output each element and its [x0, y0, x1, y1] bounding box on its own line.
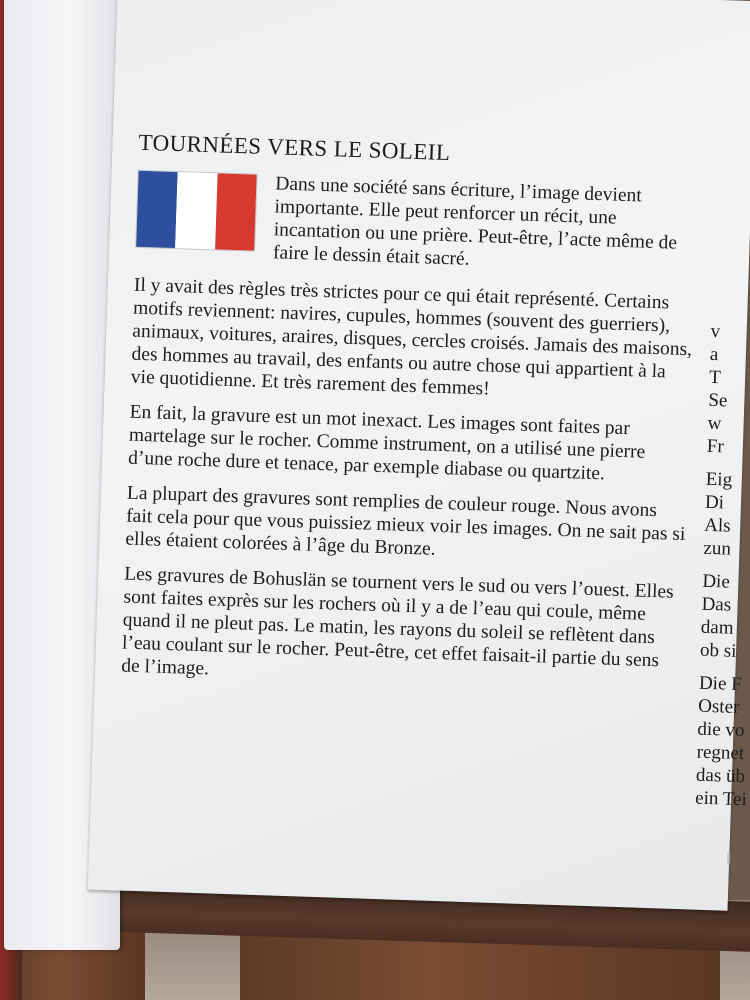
- german-line: das üb: [695, 764, 746, 788]
- german-line: Oster: [697, 695, 740, 718]
- paragraph-orientation: Les gravures de Bohuslän se tournent vers le sud ou vers l’ouest. Elles sont faites exprès sur les rochers où il y a de l’eau qui coule, même quand il ne pleut pas. Le matin, les rayons du soleil se reflètent dans l’eau coulant sur le rocher. Peut-être, cet effet faisait-il partie du sens de l’image.: [120, 563, 675, 680]
- french-flag-icon: [135, 170, 258, 252]
- german-line: dam: [700, 616, 734, 639]
- german-line: Se: [708, 389, 728, 412]
- flag-red-stripe: [215, 173, 257, 250]
- german-line: a: [709, 343, 719, 366]
- german-line: v: [710, 320, 721, 343]
- sign-text-block: [120, 131, 698, 708]
- paragraph-color: La plupart des gravures sont remplies de couleur rouge. Nous avons fait cela pour que vous puissiez mieux voir les images. On ne sait pas si elles étaient colorées à l’âge du Bronze.: [125, 482, 686, 560]
- paragraph-intro: Dans une société sans écriture, l’image devient importante. Elle peut renforcer un récit, une incantation ou une prière. Peut-être, l’acte même de faire le dessin était sacré.: [272, 173, 678, 270]
- german-text-column: [695, 320, 750, 814]
- paragraph-engraving: En fait, la gravure est un mot inexact. Les images sont faites par martelage sur le rocher. Comme instrument, on a utilisé une pierre d’une roche dure et tenace, par exemple diabase ou quartzite.: [127, 401, 646, 485]
- german-line: ob si: [699, 639, 737, 662]
- flag-blue-stripe: [136, 171, 178, 248]
- german-line: Di: [704, 491, 725, 514]
- paragraph-rules: Il y avait des règles très strictes pour ce qui était représenté. Certains motifs reviennent: navires, cupules, hommes (souvent des guerriers), animaux, voitures, araires, disques, cercles croisés. Jamais des maisons, des hommes au travail, des enfants ou autre chose qui appartient à la vie quotidienne. Et très rarement des femmes!: [130, 274, 693, 400]
- german-line: Eig: [705, 468, 733, 491]
- sign-title: TOURNÉES VERS LE SOLEIL: [138, 129, 451, 166]
- german-line: zun: [703, 537, 732, 560]
- german-line: regnet: [696, 741, 745, 765]
- german-line: Als: [703, 514, 731, 537]
- flag-white-stripe: [175, 172, 217, 249]
- panel-scratch-mark: [727, 853, 730, 865]
- german-line: Das: [701, 593, 732, 616]
- german-line: T: [708, 366, 722, 389]
- german-line: ein Tei: [694, 787, 748, 811]
- german-line: die vo: [697, 718, 745, 742]
- main-sign-panel: [88, 0, 750, 911]
- german-line: Die F: [698, 672, 743, 696]
- german-line: Die: [702, 570, 731, 593]
- german-line: w: [707, 412, 722, 435]
- german-line: Fr: [706, 435, 725, 458]
